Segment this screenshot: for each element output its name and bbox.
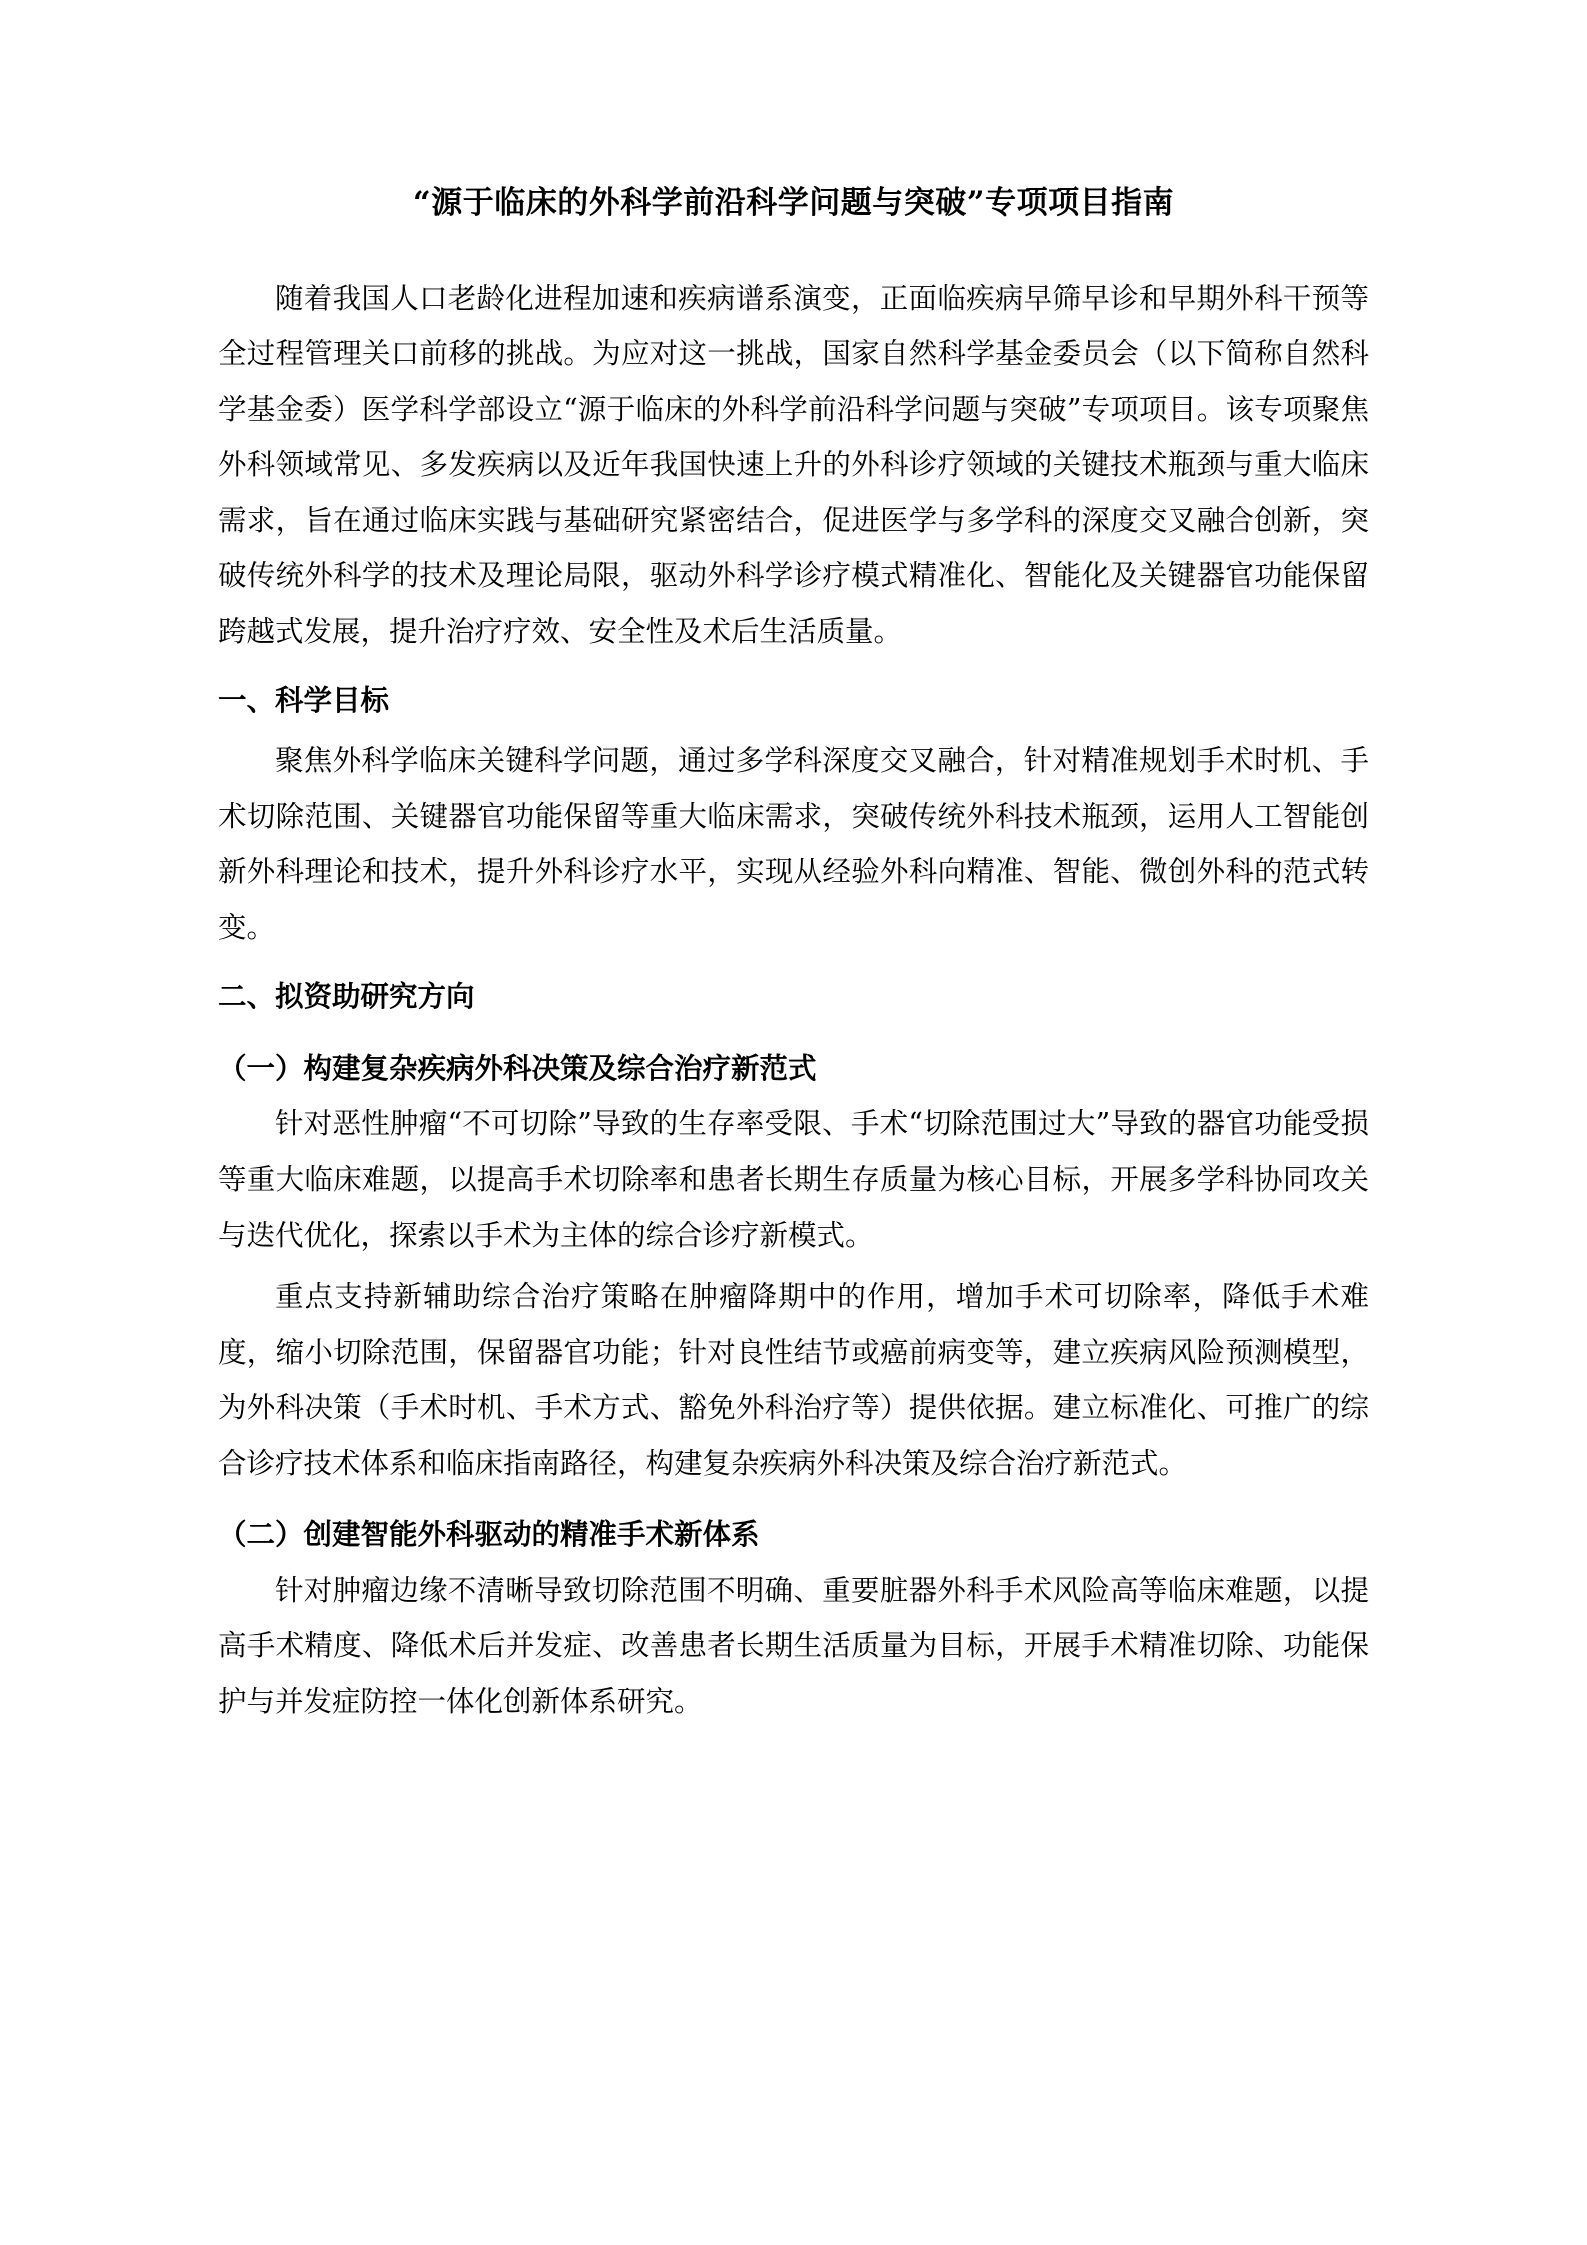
section-paragraph-scientific-goals: 聚焦外科学临床关键科学问题，通过多学科深度交叉融合，针对精准规划手术时机、手术切除范围、关键器官功能保留等重大临床需求，突破传统外科技术瓶颈，运用人工智能创新外科理论和技术，提升外科诊疗水平，实现从经验外科向精准、智能、微创外科的范式转变。 [218,744,1369,944]
subsection-one-paragraph-2: 重点支持新辅助综合治疗策略在肿瘤降期中的作用，增加手术可切除率，降低手术难度，缩小切除范围，保留器官功能；针对良性结节或癌前病变等，建立疾病风险预测模型，为外科决策（手术时机、手术方式、豁免外科治疗等）提供依据。建立标准化、可推广的综合诊疗技术体系和临床指南路径，构建复杂疾病外科决策及综合治疗新范式。 [218,1280,1369,1480]
intro-paragraph: 随着我国人口老龄化进程加速和疾病谱系演变，正面临疾病早筛早诊和早期外科干预等全过程管理关口前移的挑战。为应对这一挑战，国家自然科学基金委员会（以下简称自然科学基金委）医学科学部设立“源于临床的外科学前沿科学问题与突破”专项项目。该专项聚焦外科领域常见、多发疾病以及近年我国快速上升的外科诊疗领域的关键技术瓶颈与重大临床需求，旨在通过临床实践与基础研究紧密结合，促进医学与多学科的深度交叉融合创新，突破传统外科学的技术及理论局限，驱动外科学诊疗模式精准化、智能化及关键器官功能保留跨越式发展，提升治疗疗效、安全性及术后生活质量。 [218,281,1369,648]
section-heading-scientific-goals: 一、科学目标 [218,683,390,718]
subsection-two-paragraph-1: 针对肿瘤边缘不清晰导致切除范围不明确、重要脏器外科手术风险高等临床难题，以提高手术精度、降低术后并发症、改善患者长期生活质量为目标，开展手术精准切除、功能保护与并发症防控一体化创新体系研究。 [218,1573,1369,1718]
page-title: “源于临床的外科学前沿科学问题与突破”专项项目指南 [412,185,1175,221]
subsection-one-paragraph-1: 针对恶性肿瘤“不可切除”导致的生存率受限、手术“切除范围过大”导致的器官功能受损等重大临床难题，以提高手术切除率和患者长期生存质量为核心目标，开展多学科协同攻关与迭代优化，探索以手术为主体的综合诊疗新模式。 [218,1107,1369,1252]
section-heading-research-directions: 二、拟资助研究方向 [218,979,475,1014]
subsection-heading-one: （一）构建复杂疾病外科决策及综合治疗新范式 [218,1050,817,1085]
subsection-heading-two: （二）创建智能外科驱动的精准手术新体系 [218,1517,760,1552]
